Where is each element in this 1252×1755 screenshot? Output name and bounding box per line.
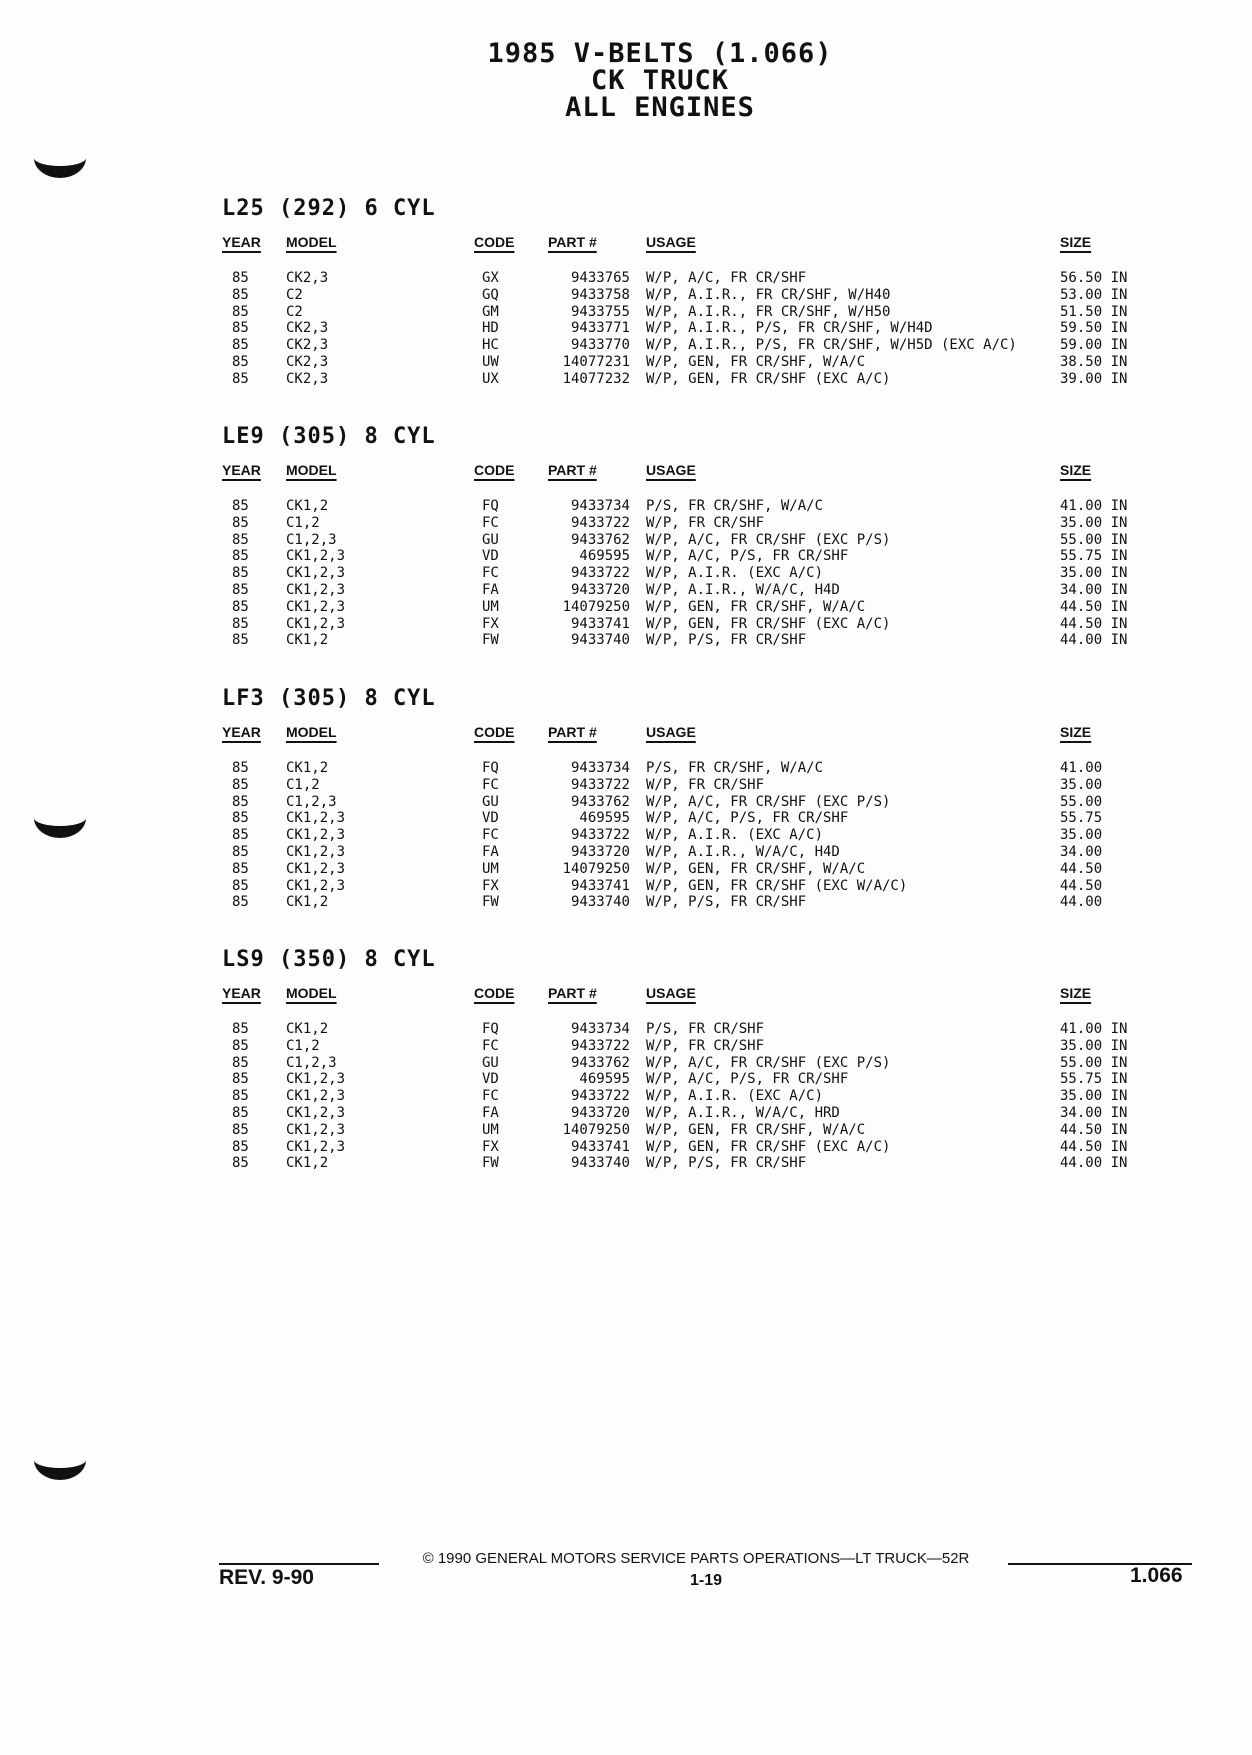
cell-size: 55.75 IN <box>1060 1071 1128 1088</box>
cell-usage: W/P, A.I.R. (EXC A/C) <box>646 565 824 582</box>
cell-usage: W/P, A/C, P/S, FR CR/SHF <box>646 1071 849 1088</box>
cell-model: CK1,2,3 <box>286 581 346 598</box>
cell-year: 85 <box>232 860 249 877</box>
cell-code: FQ <box>482 498 499 514</box>
cell-year: 85 <box>232 827 249 844</box>
column-header-row <box>222 724 1142 756</box>
cell-size: 35.00 IN <box>1060 565 1128 582</box>
cell-model: CK2,3 <box>286 337 329 354</box>
footer-rule-left <box>219 1563 379 1565</box>
column-header-model: MODEL <box>286 462 337 478</box>
cell-usage: W/P, A/C, FR CR/SHF (EXC P/S) <box>646 793 891 810</box>
cell-year: 85 <box>232 1121 249 1138</box>
title-line-3: ALL ENGINES <box>565 92 755 123</box>
cell-year: 85 <box>232 548 249 565</box>
cell-part: 9433722 <box>570 514 630 531</box>
cell-usage: W/P, A.I.R. (EXC A/C) <box>646 1088 824 1105</box>
section-title: L25 (292) 6 CYL <box>222 196 436 221</box>
parts-table <box>222 270 1142 388</box>
cell-usage: W/P, GEN, FR CR/SHF, W/A/C <box>646 860 866 877</box>
column-header-size: SIZE <box>1060 462 1092 478</box>
cell-model: CK1,2 <box>286 632 329 649</box>
table-row <box>222 632 1142 649</box>
cell-size: 55.00 <box>1060 793 1103 810</box>
table-row <box>222 810 1142 827</box>
cell-year: 85 <box>232 270 249 286</box>
cell-year: 85 <box>232 353 249 370</box>
column-header-year: YEAR <box>222 724 261 740</box>
column-header-model: MODEL <box>286 234 337 250</box>
cell-part: 9433765 <box>570 270 630 286</box>
cell-usage: W/P, GEN, FR CR/SHF (EXC A/C) <box>646 370 891 387</box>
table-row <box>222 616 1142 633</box>
cell-usage: W/P, FR CR/SHF <box>646 1037 765 1054</box>
table-row <box>222 1038 1142 1055</box>
footer-page-number: 1-19 <box>689 1572 723 1589</box>
cell-year: 85 <box>232 514 249 531</box>
table-row <box>222 1139 1142 1156</box>
table-row <box>222 794 1142 811</box>
footer-section-number: 1.066 <box>1130 1564 1183 1587</box>
cell-usage: P/S, FR CR/SHF, W/A/C <box>646 498 824 514</box>
cell-model: CK1,2 <box>286 498 329 514</box>
cell-part: 9433762 <box>570 531 630 548</box>
table-row <box>222 827 1142 844</box>
cell-year: 85 <box>232 760 249 776</box>
cell-code: FC <box>482 565 499 582</box>
cell-size: 34.00 <box>1060 843 1103 860</box>
column-header-part: PART # <box>548 985 597 1001</box>
cell-code: UM <box>482 860 499 877</box>
cell-code: GU <box>482 1054 499 1071</box>
cell-size: 35.00 IN <box>1060 514 1128 531</box>
column-header-part: PART # <box>548 462 597 478</box>
cell-year: 85 <box>232 1021 249 1037</box>
cell-model: C1,2,3 <box>286 531 337 548</box>
cell-code: UM <box>482 1121 499 1138</box>
cell-code: FW <box>482 894 499 911</box>
table-row <box>222 287 1142 304</box>
cell-year: 85 <box>232 1054 249 1071</box>
cell-code: HC <box>482 337 499 354</box>
cell-model: CK1,2,3 <box>286 810 346 827</box>
table-row <box>222 270 1142 287</box>
cell-code: FX <box>482 1138 499 1155</box>
cell-usage: W/P, A.I.R., P/S, FR CR/SHF, W/H5D (EXC A/C) <box>646 337 1017 354</box>
cell-year: 85 <box>232 1071 249 1088</box>
table-row <box>222 1021 1142 1038</box>
column-header-code: CODE <box>474 234 515 250</box>
cell-part: 9433755 <box>570 303 630 320</box>
cell-part: 9433770 <box>570 337 630 354</box>
cell-year: 85 <box>232 370 249 387</box>
cell-usage: W/P, A/C, FR CR/SHF <box>646 270 807 286</box>
cell-usage: W/P, A/C, FR CR/SHF (EXC P/S) <box>646 531 891 548</box>
cell-part: 14077232 <box>562 370 630 387</box>
cell-part: 14077231 <box>562 353 630 370</box>
cell-size: 55.00 IN <box>1060 531 1128 548</box>
cell-year: 85 <box>232 581 249 598</box>
table-row <box>222 760 1142 777</box>
cell-usage: W/P, A.I.R., W/A/C, H4D <box>646 843 840 860</box>
table-row <box>222 1155 1142 1172</box>
cell-size: 44.50 IN <box>1060 1138 1128 1155</box>
section-title: LE9 (305) 8 CYL <box>222 424 436 449</box>
cell-code: GX <box>482 270 499 286</box>
cell-part: 9433722 <box>570 827 630 844</box>
cell-size: 44.50 IN <box>1060 615 1128 632</box>
cell-model: CK1,2,3 <box>286 1121 346 1138</box>
column-header-usage: USAGE <box>646 234 696 250</box>
column-header-part: PART # <box>548 234 597 250</box>
cell-model: CK1,2,3 <box>286 877 346 894</box>
cell-model: C1,2,3 <box>286 1054 337 1071</box>
cell-size: 56.50 IN <box>1060 270 1128 286</box>
cell-year: 85 <box>232 810 249 827</box>
cell-part: 14079250 <box>562 1121 630 1138</box>
table-row <box>222 304 1142 321</box>
cell-part: 9433722 <box>570 1088 630 1105</box>
table-row <box>222 498 1142 515</box>
cell-part: 9433741 <box>570 877 630 894</box>
cell-size: 34.00 IN <box>1060 581 1128 598</box>
parts-table <box>222 498 1142 649</box>
cell-size: 35.00 IN <box>1060 1088 1128 1105</box>
table-row <box>222 320 1142 337</box>
cell-code: UW <box>482 353 499 370</box>
cell-model: C1,2 <box>286 1037 320 1054</box>
cell-size: 59.00 IN <box>1060 337 1128 354</box>
table-row <box>222 844 1142 861</box>
cell-code: FC <box>482 1088 499 1105</box>
cell-usage: W/P, GEN, FR CR/SHF (EXC A/C) <box>646 615 891 632</box>
cell-usage: W/P, GEN, FR CR/SHF (EXC A/C) <box>646 1138 891 1155</box>
cell-part: 9433722 <box>570 565 630 582</box>
cell-model: CK1,2,3 <box>286 548 346 565</box>
cell-size: 35.00 IN <box>1060 1037 1128 1054</box>
cell-part: 9433762 <box>570 1054 630 1071</box>
cell-part: 14079250 <box>562 598 630 615</box>
cell-part: 9433771 <box>570 320 630 337</box>
cell-year: 85 <box>232 498 249 514</box>
cell-model: CK2,3 <box>286 353 329 370</box>
cell-model: CK1,2,3 <box>286 860 346 877</box>
cell-size: 41.00 IN <box>1060 1021 1128 1037</box>
cell-model: C2 <box>286 286 303 303</box>
cell-model: CK1,2,3 <box>286 1104 346 1121</box>
cell-code: FQ <box>482 1021 499 1037</box>
cell-year: 85 <box>232 843 249 860</box>
cell-code: FX <box>482 615 499 632</box>
cell-usage: W/P, P/S, FR CR/SHF <box>646 894 807 911</box>
engine-section <box>222 196 1142 388</box>
table-row <box>222 515 1142 532</box>
table-row <box>222 1105 1142 1122</box>
cell-size: 38.50 IN <box>1060 353 1128 370</box>
cell-year: 85 <box>232 286 249 303</box>
cell-size: 44.00 IN <box>1060 1155 1128 1172</box>
cell-size: 44.00 <box>1060 894 1103 911</box>
cell-part: 469595 <box>579 548 630 565</box>
cell-model: CK1,2,3 <box>286 827 346 844</box>
footer-copyright: © 1990 GENERAL MOTORS SERVICE PARTS OPERATIONS—LT TRUCK—52R <box>422 1550 970 1567</box>
section-title: LS9 (350) 8 CYL <box>222 947 436 972</box>
table-row <box>222 878 1142 895</box>
cell-usage: W/P, A.I.R., P/S, FR CR/SHF, W/H4D <box>646 320 933 337</box>
binder-hole-mark <box>34 818 86 838</box>
cell-code: FX <box>482 877 499 894</box>
column-header-row <box>222 462 1142 494</box>
table-row <box>222 565 1142 582</box>
cell-size: 44.00 IN <box>1060 632 1128 649</box>
cell-usage: W/P, A.I.R., FR CR/SHF, W/H40 <box>646 286 891 303</box>
column-header-usage: USAGE <box>646 985 696 1001</box>
cell-size: 35.00 <box>1060 776 1103 793</box>
cell-usage: W/P, A.I.R., W/A/C, H4D <box>646 581 840 598</box>
cell-year: 85 <box>232 894 249 911</box>
column-header-usage: USAGE <box>646 462 696 478</box>
cell-size: 44.50 IN <box>1060 1121 1128 1138</box>
cell-usage: W/P, GEN, FR CR/SHF (EXC W/A/C) <box>646 877 908 894</box>
column-header-size: SIZE <box>1060 234 1092 250</box>
cell-part: 9433762 <box>570 793 630 810</box>
cell-size: 44.50 IN <box>1060 598 1128 615</box>
column-header-code: CODE <box>474 462 515 478</box>
cell-size: 44.50 <box>1060 860 1103 877</box>
table-row <box>222 861 1142 878</box>
cell-usage: W/P, A/C, P/S, FR CR/SHF <box>646 548 849 565</box>
cell-model: CK1,2 <box>286 760 329 776</box>
cell-part: 9433740 <box>570 632 630 649</box>
cell-year: 85 <box>232 615 249 632</box>
cell-code: FW <box>482 1155 499 1172</box>
cell-usage: W/P, GEN, FR CR/SHF, W/A/C <box>646 1121 866 1138</box>
cell-code: VD <box>482 810 499 827</box>
table-row <box>222 1071 1142 1088</box>
cell-size: 35.00 <box>1060 827 1103 844</box>
cell-part: 9433758 <box>570 286 630 303</box>
column-header-code: CODE <box>474 985 515 1001</box>
engine-section <box>222 686 1142 911</box>
cell-model: CK1,2 <box>286 894 329 911</box>
cell-usage: W/P, A.I.R. (EXC A/C) <box>646 827 824 844</box>
table-row <box>222 1055 1142 1072</box>
cell-code: UX <box>482 370 499 387</box>
cell-code: GQ <box>482 286 499 303</box>
cell-usage: W/P, FR CR/SHF <box>646 776 765 793</box>
cell-model: CK2,3 <box>286 270 329 286</box>
cell-year: 85 <box>232 303 249 320</box>
cell-size: 51.50 IN <box>1060 303 1128 320</box>
table-row <box>222 1122 1142 1139</box>
cell-model: CK1,2,3 <box>286 1088 346 1105</box>
cell-code: FC <box>482 776 499 793</box>
engine-section <box>222 947 1142 1172</box>
cell-year: 85 <box>232 776 249 793</box>
cell-model: C1,2 <box>286 514 320 531</box>
cell-part: 469595 <box>579 810 630 827</box>
binder-hole-mark <box>34 1460 86 1480</box>
cell-code: HD <box>482 320 499 337</box>
cell-part: 9433720 <box>570 1104 630 1121</box>
cell-code: FA <box>482 1104 499 1121</box>
cell-size: 39.00 IN <box>1060 370 1128 387</box>
column-header-model: MODEL <box>286 985 337 1001</box>
table-row <box>222 599 1142 616</box>
cell-year: 85 <box>232 337 249 354</box>
parts-table <box>222 760 1142 911</box>
cell-part: 9433740 <box>570 894 630 911</box>
cell-code: FC <box>482 1037 499 1054</box>
cell-year: 85 <box>232 565 249 582</box>
cell-part: 9433734 <box>570 760 630 776</box>
binder-hole-mark <box>34 158 86 178</box>
cell-part: 9433722 <box>570 776 630 793</box>
cell-model: C1,2,3 <box>286 793 337 810</box>
cell-part: 469595 <box>579 1071 630 1088</box>
column-header-model: MODEL <box>286 724 337 740</box>
cell-code: FW <box>482 632 499 649</box>
cell-model: C2 <box>286 303 303 320</box>
column-header-size: SIZE <box>1060 985 1092 1001</box>
cell-part: 14079250 <box>562 860 630 877</box>
table-row <box>222 894 1142 911</box>
table-row <box>222 354 1142 371</box>
cell-model: CK1,2 <box>286 1155 329 1172</box>
cell-year: 85 <box>232 793 249 810</box>
title-line-1: 1985 V-BELTS (1.066) <box>487 38 833 69</box>
cell-usage: W/P, GEN, FR CR/SHF, W/A/C <box>646 353 866 370</box>
cell-year: 85 <box>232 1138 249 1155</box>
section-title: LF3 (305) 8 CYL <box>222 686 436 711</box>
cell-part: 9433722 <box>570 1037 630 1054</box>
cell-size: 53.00 IN <box>1060 286 1128 303</box>
column-header-size: SIZE <box>1060 724 1092 740</box>
table-row <box>222 1088 1142 1105</box>
cell-model: CK1,2,3 <box>286 615 346 632</box>
title-line-2: CK TRUCK <box>590 65 730 96</box>
column-header-part: PART # <box>548 724 597 740</box>
column-header-year: YEAR <box>222 462 261 478</box>
cell-size: 55.75 IN <box>1060 548 1128 565</box>
cell-model: CK1,2,3 <box>286 1138 346 1155</box>
cell-part: 9433734 <box>570 498 630 514</box>
table-row <box>222 582 1142 599</box>
cell-code: FC <box>482 514 499 531</box>
table-row <box>222 371 1142 388</box>
parts-table <box>222 1021 1142 1172</box>
cell-year: 85 <box>232 1088 249 1105</box>
cell-code: FC <box>482 827 499 844</box>
cell-code: GU <box>482 793 499 810</box>
cell-size: 55.00 IN <box>1060 1054 1128 1071</box>
cell-code: FQ <box>482 760 499 776</box>
column-header-row <box>222 985 1142 1017</box>
cell-usage: W/P, A/C, FR CR/SHF (EXC P/S) <box>646 1054 891 1071</box>
cell-code: VD <box>482 1071 499 1088</box>
cell-code: UM <box>482 598 499 615</box>
cell-code: VD <box>482 548 499 565</box>
cell-part: 9433740 <box>570 1155 630 1172</box>
cell-part: 9433741 <box>570 1138 630 1155</box>
table-row <box>222 777 1142 794</box>
cell-model: CK2,3 <box>286 370 329 387</box>
table-row <box>222 337 1142 354</box>
cell-usage: P/S, FR CR/SHF <box>646 1021 765 1037</box>
column-header-code: CODE <box>474 724 515 740</box>
column-header-usage: USAGE <box>646 724 696 740</box>
cell-size: 59.50 IN <box>1060 320 1128 337</box>
cell-model: CK1,2,3 <box>286 843 346 860</box>
cell-code: GU <box>482 531 499 548</box>
cell-year: 85 <box>232 1104 249 1121</box>
cell-code: FA <box>482 581 499 598</box>
cell-model: CK1,2,3 <box>286 1071 346 1088</box>
cell-model: CK1,2 <box>286 1021 329 1037</box>
cell-code: GM <box>482 303 499 320</box>
column-header-year: YEAR <box>222 234 261 250</box>
cell-usage: W/P, GEN, FR CR/SHF, W/A/C <box>646 598 866 615</box>
cell-part: 9433720 <box>570 843 630 860</box>
footer-revision: REV. 9-90 <box>219 1566 314 1589</box>
cell-model: CK1,2,3 <box>286 598 346 615</box>
page-title <box>430 40 890 121</box>
cell-size: 34.00 IN <box>1060 1104 1128 1121</box>
column-header-row <box>222 234 1142 266</box>
cell-year: 85 <box>232 1037 249 1054</box>
cell-usage: P/S, FR CR/SHF, W/A/C <box>646 760 824 776</box>
cell-model: CK1,2,3 <box>286 565 346 582</box>
cell-code: FA <box>482 843 499 860</box>
cell-size: 41.00 IN <box>1060 498 1128 514</box>
cell-size: 44.50 <box>1060 877 1103 894</box>
column-header-year: YEAR <box>222 985 261 1001</box>
cell-size: 55.75 <box>1060 810 1103 827</box>
cell-year: 85 <box>232 632 249 649</box>
cell-usage: W/P, A.I.R., FR CR/SHF, W/H50 <box>646 303 891 320</box>
cell-size: 41.00 <box>1060 760 1103 776</box>
table-row <box>222 548 1142 565</box>
cell-usage: W/P, A/C, P/S, FR CR/SHF <box>646 810 849 827</box>
cell-part: 9433720 <box>570 581 630 598</box>
cell-part: 9433741 <box>570 615 630 632</box>
cell-year: 85 <box>232 1155 249 1172</box>
cell-model: CK2,3 <box>286 320 329 337</box>
table-row <box>222 532 1142 549</box>
cell-usage: W/P, A.I.R., W/A/C, HRD <box>646 1104 840 1121</box>
cell-year: 85 <box>232 531 249 548</box>
cell-part: 9433734 <box>570 1021 630 1037</box>
cell-usage: W/P, P/S, FR CR/SHF <box>646 1155 807 1172</box>
cell-year: 85 <box>232 877 249 894</box>
cell-year: 85 <box>232 598 249 615</box>
cell-model: C1,2 <box>286 776 320 793</box>
cell-year: 85 <box>232 320 249 337</box>
cell-usage: W/P, P/S, FR CR/SHF <box>646 632 807 649</box>
engine-section <box>222 424 1142 649</box>
cell-usage: W/P, FR CR/SHF <box>646 514 765 531</box>
